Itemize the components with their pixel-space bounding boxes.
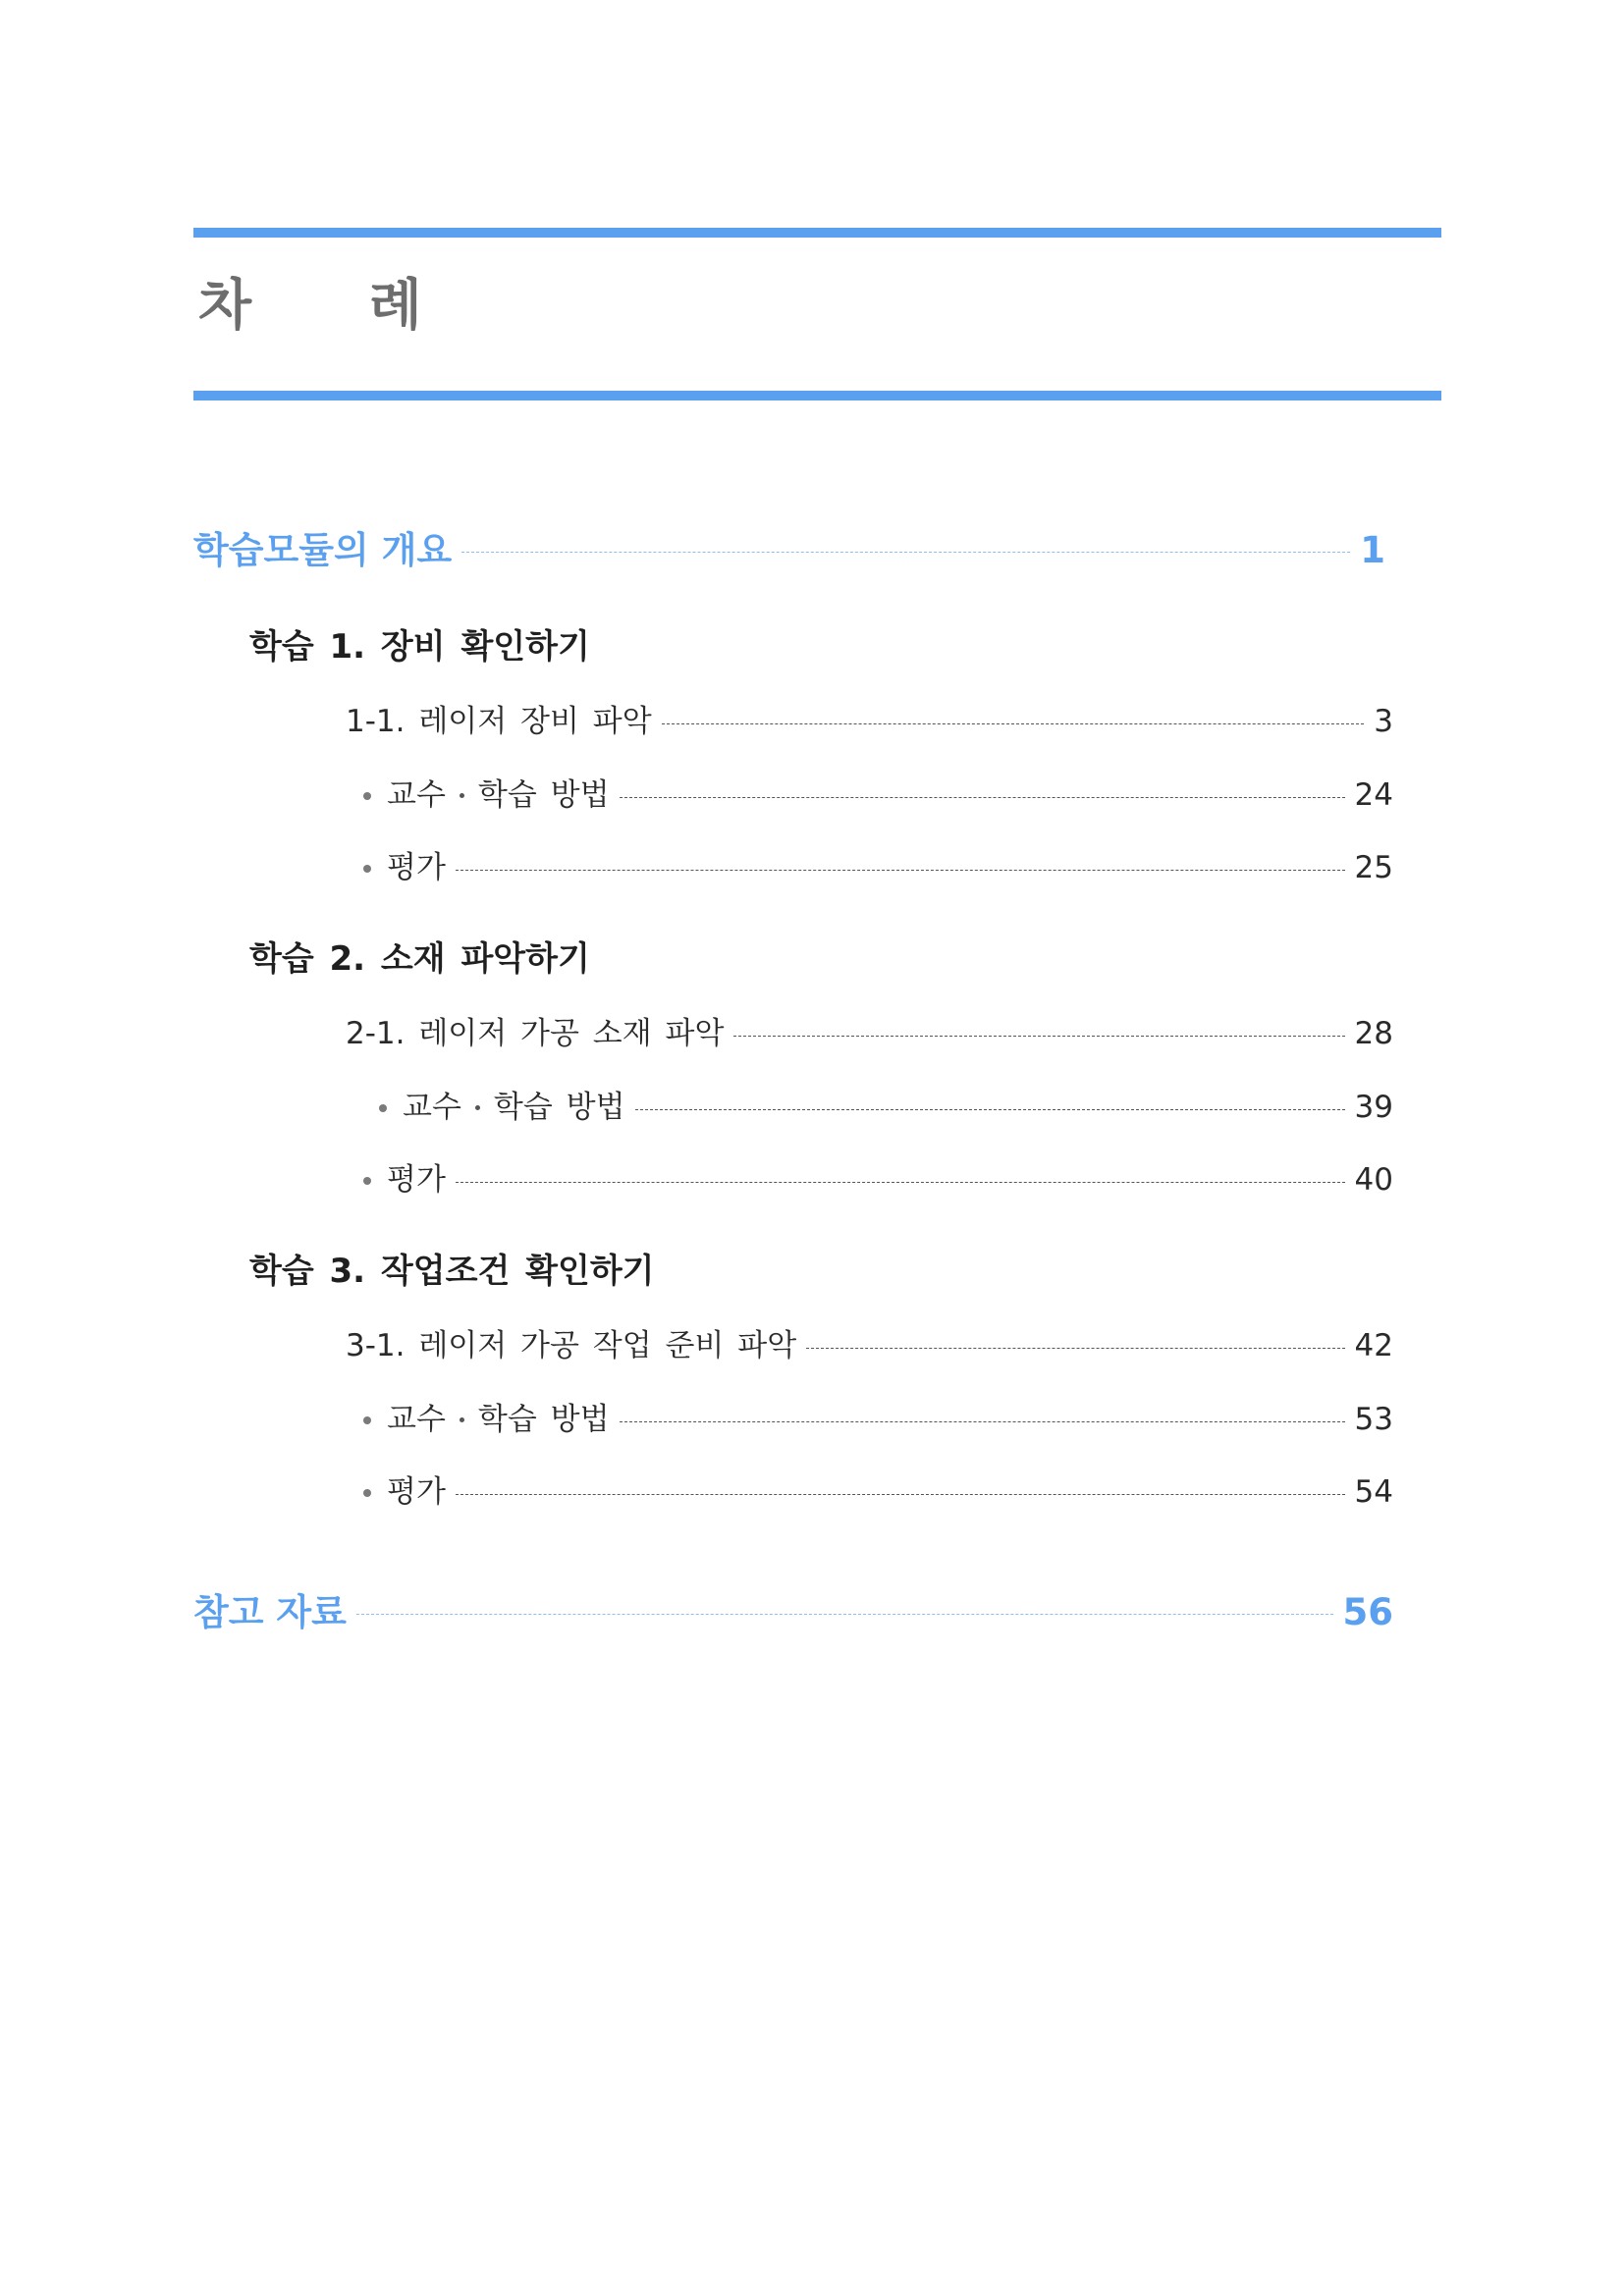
toc-entry-label xyxy=(363,777,610,813)
middle-dot-icon xyxy=(460,1417,464,1422)
toc-entry[interactable] xyxy=(346,1016,1393,1051)
dot-leader xyxy=(356,1614,1333,1615)
toc-entry-label xyxy=(363,850,446,885)
toc-entry-label: 2-1. 레이저 가공 소재 파악 xyxy=(346,1016,725,1051)
toc-entry-label: 3-1. 레이저 가공 작업 준비 파악 xyxy=(346,1328,797,1363)
toc-entry[interactable] xyxy=(379,1090,1393,1125)
bullet-icon xyxy=(363,865,371,873)
bullet-icon xyxy=(363,1416,371,1424)
dot-leader xyxy=(456,1494,1345,1495)
title-top-rule xyxy=(193,228,1441,238)
middle-dot-icon xyxy=(475,1105,480,1110)
dot-leader xyxy=(620,1421,1345,1422)
toc-entry-label-part: 평가 xyxy=(387,850,446,885)
dot-leader xyxy=(806,1348,1344,1349)
dot-leader xyxy=(456,1182,1345,1183)
toc-entry-label-part: 평가 xyxy=(387,1162,446,1198)
toc-entry-page: 28 xyxy=(1354,1016,1393,1051)
dot-leader xyxy=(733,1036,1344,1037)
toc-section-heading[interactable]: 학습 2. 소재 파악하기 xyxy=(249,939,590,979)
bullet-icon xyxy=(363,1177,371,1185)
toc-entry[interactable] xyxy=(363,1402,1393,1437)
toc-entry[interactable] xyxy=(363,850,1393,885)
toc-entry-label: 학습모듈의 개요 xyxy=(193,529,453,571)
toc-entry[interactable] xyxy=(346,1328,1393,1363)
toc-entry-label xyxy=(363,1402,610,1437)
dot-leader xyxy=(662,723,1365,724)
dot-leader xyxy=(461,552,1350,553)
middle-dot-icon xyxy=(460,793,464,798)
toc-entry-label xyxy=(379,1090,625,1125)
toc-entry-page: 1 xyxy=(1360,529,1385,571)
page-title: 차 례 xyxy=(198,274,471,338)
toc-entry-label-part: 학습 방법 xyxy=(477,1402,610,1437)
toc-entry-label-part: 학습 방법 xyxy=(493,1090,625,1125)
title-bottom-rule xyxy=(193,391,1441,400)
dot-leader xyxy=(620,797,1345,798)
toc-entry-label-part: 교수 xyxy=(387,1402,446,1437)
bullet-icon xyxy=(363,1489,371,1497)
toc-entry[interactable] xyxy=(363,1162,1393,1198)
toc-entry-label: 참고 자료 xyxy=(193,1591,347,1633)
toc-entry-label xyxy=(363,1162,446,1198)
toc-section-heading[interactable]: 학습 1. 장비 확인하기 xyxy=(249,627,590,667)
toc-entry-page: 53 xyxy=(1354,1402,1393,1437)
toc-entry[interactable] xyxy=(363,777,1393,813)
toc-entry-label: 1-1. 레이저 장비 파악 xyxy=(346,704,652,739)
toc-entry-references[interactable] xyxy=(193,1591,1393,1633)
dot-leader xyxy=(635,1109,1345,1110)
toc-entry-page: 24 xyxy=(1354,777,1393,813)
toc-entry-page: 42 xyxy=(1354,1328,1393,1363)
toc-entry-label-part: 평가 xyxy=(387,1474,446,1510)
toc-entry-page: 25 xyxy=(1354,850,1393,885)
toc-entry-page: 3 xyxy=(1374,704,1393,739)
bullet-icon xyxy=(363,792,371,800)
toc-entry[interactable] xyxy=(363,1474,1393,1510)
toc-entry[interactable] xyxy=(346,704,1393,739)
toc-entry-page: 56 xyxy=(1342,1591,1393,1633)
toc-entry-page: 54 xyxy=(1354,1474,1393,1510)
bullet-icon xyxy=(379,1104,387,1112)
toc-entry-label-part: 교수 xyxy=(387,777,446,813)
toc-section-heading[interactable]: 학습 3. 작업조건 확인하기 xyxy=(249,1252,655,1291)
toc-entry-label-part: 교수 xyxy=(403,1090,461,1125)
toc-entry-page: 40 xyxy=(1354,1162,1393,1198)
toc-entry-label xyxy=(363,1474,446,1510)
dot-leader xyxy=(456,870,1345,871)
toc-entry-page: 39 xyxy=(1354,1090,1393,1125)
toc-entry-label-part: 학습 방법 xyxy=(477,777,610,813)
toc-entry-overview[interactable] xyxy=(193,529,1385,571)
